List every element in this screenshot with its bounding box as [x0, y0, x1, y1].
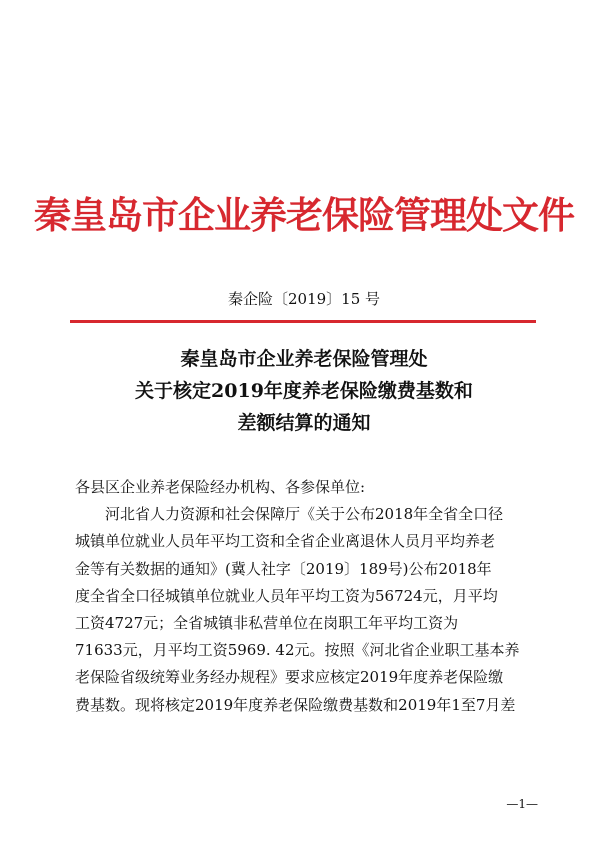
notice-title-line: 秦皇岛市企业养老保险管理处 [180, 348, 428, 370]
issuer-header-title: 秦皇岛市企业养老保险管理处文件 [34, 193, 574, 237]
document-number: 秦企险〔2019〕15 号 [227, 290, 381, 308]
salutation: 各县区企业养老保险经办机构、各参保单位: [75, 478, 366, 496]
paragraph-line: 金等有关数据的通知》(冀人社字〔2019〕189号)公布2018年 [75, 559, 492, 578]
paragraph-line: 费基数。现将核定2019年度养老保险缴费基数和2019年1至7月差 [75, 695, 516, 714]
paragraph-line: 城镇单位就业人员年平均工资和全省企业离退休人员月平均养老 [75, 532, 496, 551]
paragraph-line: 71633元，月平均工资5969. 42元。按照《河北省企业职工基本养 [75, 641, 520, 660]
paragraph-line: 老保险省级统筹业务经办规程》要求应核定2019年度养老保险缴 [75, 668, 504, 687]
paragraph-line: 工资4727元；全省城镇非私营单位在岗职工年平均工资为 [75, 613, 459, 632]
notice-title-line: 关于核定2019年度养老保险缴费基数和 [135, 380, 473, 402]
paragraph-line: 度全省全口径城镇单位就业人员年平均工资为56724元，月平均 [75, 586, 498, 605]
notice-body [75, 474, 535, 719]
notice-title-line: 差额结算的通知 [237, 412, 371, 434]
notice-title [0, 343, 608, 439]
paragraph-line: 河北省人力资源和社会保障厅《关于公布2018年全省全口径 [105, 505, 504, 524]
red-divider-rule [70, 320, 536, 323]
page-number: —1— [506, 797, 538, 811]
